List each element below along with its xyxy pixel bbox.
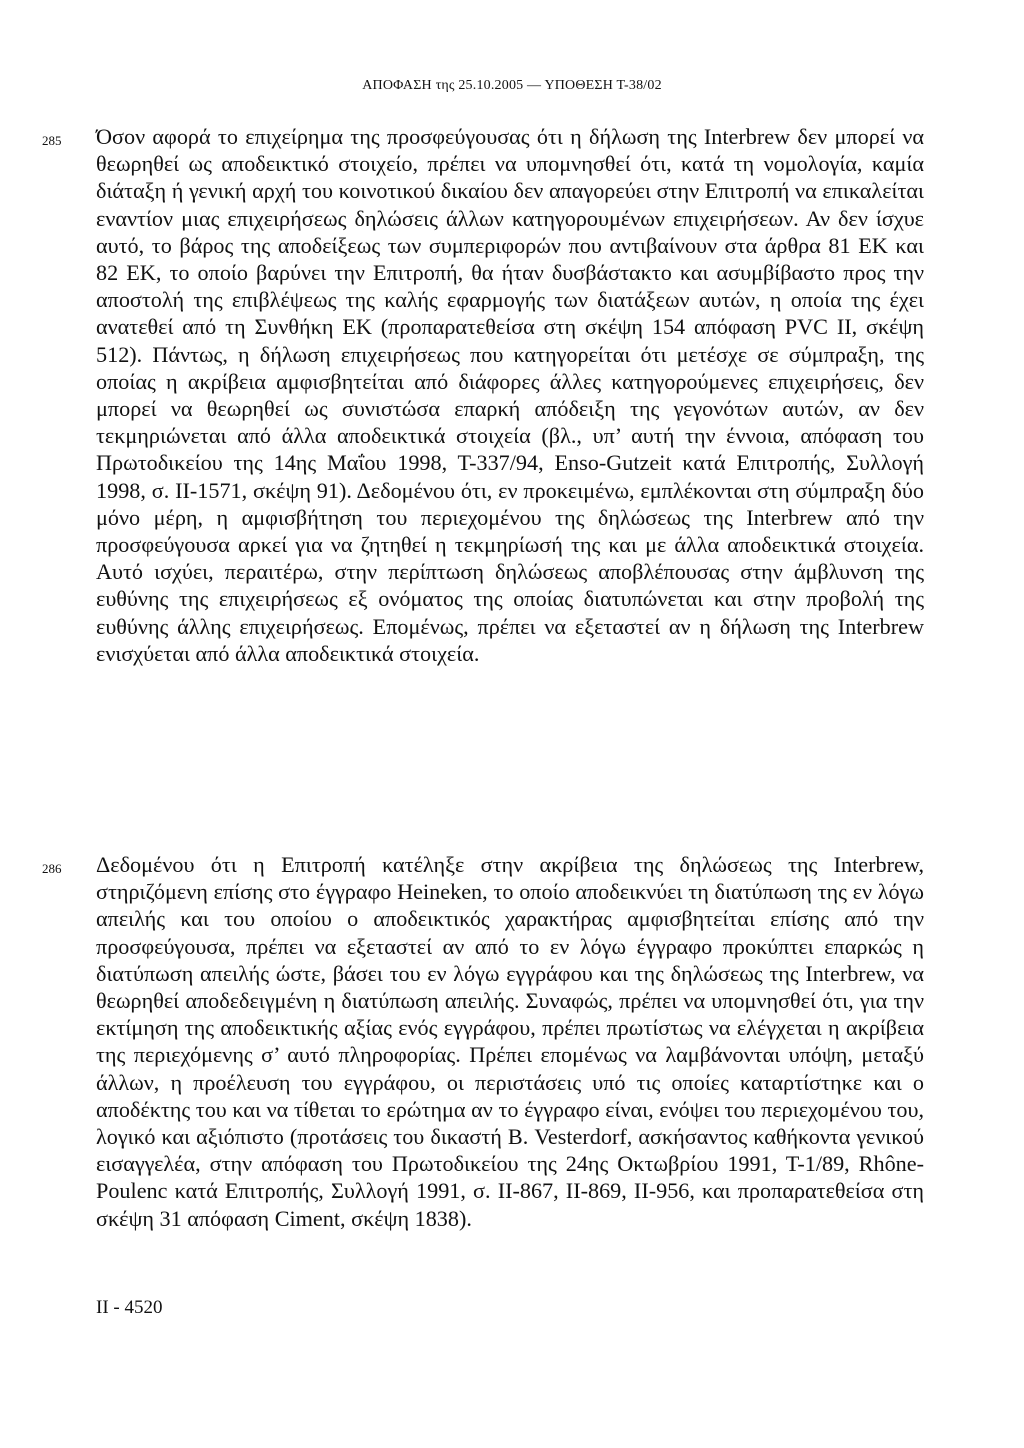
running-header: ΑΠΟΦΑΣΗ της 25.10.2005 — ΥΠΟΘΕΣΗ Τ-38/02 <box>362 78 662 93</box>
paragraph-number: 286 <box>42 861 62 876</box>
paragraph-text: Δεδομένου ότι η Επιτροπή κατέληξε στην ακρίβεια της δηλώσεως της Interbrew, στηριζόμενη επίσης στο έγγραφο Heineken, το οποίο αποδεικνύει τη διατύπωση της εν λόγω απειλής και του οποίου ο αποδεικτικός χαρακτήρας αμφισβητείται επίσης από την προσφεύγουσα, πρέπει να εξεταστεί αν από το εν λόγω έγγραφο προκύπτει επαρκώς η διατύπωση απειλής ώστε, βάσει του εν λόγω εγγράφου και της δηλώσεως της Interbrew, να θεωρηθεί αποδεδειγμένη η διατύπωση απειλής. Συναφώς, πρέπει να υπομνησθεί ότι, για την εκτίμηση της αποδεικτικής αξίας ενός εγγράφου, πρέπει πρωτίστως να ελέγχεται η ακρίβεια της περιεχόμενης σ’ αυτό πληροφορίας. Πρέπει επομένως να λαμβάνονται υπόψη, μεταξύ άλλων, η προέλευση του εγγράφου, οι περιστάσεις υπό τις οποίες καταρτίστηκε και ο αποδέκτης του και να τίθεται το ερώτημα αν το έγγραφο είναι, ενόψει του περιεχομένου του, λογικό και αξιόπιστο (προτάσεις του δικαστή Β. Vesterdorf, ασκήσαντος καθήκοντα γενικού εισαγγελέα, στην απόφαση του Πρωτοδικείου της 24ης Οκτωβρίου 1991, Τ-1/89, Rhône-Poulenc κατά Επιτροπής, Συλλογή 1991, σ. ΙΙ-867, ΙΙ-869, ΙΙ-956, και προπαρατεθείσα στη σκέψη 31 απόφαση Ciment, σκέψη 1838). <box>96 852 924 1231</box>
paragraph-285 <box>42 123 924 667</box>
paragraph-number: 285 <box>42 133 62 148</box>
page-number: II - 4520 <box>96 1297 163 1318</box>
paragraph-286 <box>42 851 924 1232</box>
paragraph-text: Όσον αφορά το επιχείρημα της προσφεύγουσας ότι η δήλωση της Interbrew δεν μπορεί να θεωρηθεί ως αποδεικτικό στοιχείο, πρέπει να υπομνησθεί ότι, κατά τη νομολογία, καμία διάταξη ή γενική αρχή του κοινοτικού δικαίου δεν απαγορεύει στην Επιτροπή να επικαλείται εναντίον μιας επιχειρήσεως δηλώσεις άλλων κατηγορουμένων επιχειρήσεων. Αν δεν ίσχυε αυτό, το βάρος της αποδείξεως των συμπεριφορών που αντιβαίνουν στα άρθρα 81 ΕΚ και 82 ΕΚ, το οποίο βαρύνει την Επιτροπή, θα ήταν δυσβάστακτο και ασυμβίβαστο προς την αποστολή της επιβλέψεως της καλής εφαρμογής των διατάξεων αυτών, η οποία της έχει ανατεθεί από τη Συνθήκη ΕΚ (προπαρατεθείσα στη σκέψη 154 απόφαση PVC II, σκέψη 512). Πάντως, η δήλωση επιχειρήσεως που κατηγορείται ότι μετέσχε σε σύμπραξη, της οποίας η ακρίβεια αμφισβητείται από διάφορες άλλες κατηγορούμενες επιχειρήσεις, δεν μπορεί να θεωρηθεί ως συνιστώσα επαρκή απόδειξη της γεγονότων αυτών, αν δεν τεκμηριώνεται από άλλα αποδεικτικά στοιχεία (βλ., υπ’ αυτή την έννοια, απόφαση του Πρωτοδικείου της 14ης Μαΐου 1998, Τ-337/94, Enso-Gutzeit κατά Επιτροπής, Συλλογή 1998, σ. ΙΙ-1571, σκέψη 91). Δεδομένου ότι, εν προκειμένω, εμπλέκονται στη σύμπραξη δύο μόνο μέρη, η αμφισβήτηση του περιεχομένου της δηλώσεως της Interbrew από την προσφεύγουσα αρκεί για να ζητηθεί η τεκμηρίωσή της και με άλλα αποδεικτικά στοιχεία. Αυτό ισχύει, περαιτέρω, στην περίπτωση δηλώσεως αποβλέπουσας στην άμβλυνση της ευθύνης της επιχειρήσεως εξ ονόματος της οποίας διατυπώνεται και στην προβολή της ευθύνης άλλης επιχειρήσεως. Επομένως, πρέπει να εξεταστεί αν η δήλωση της Interbrew ενισχύεται από άλλα αποδεικτικά στοιχεία. <box>96 124 924 666</box>
